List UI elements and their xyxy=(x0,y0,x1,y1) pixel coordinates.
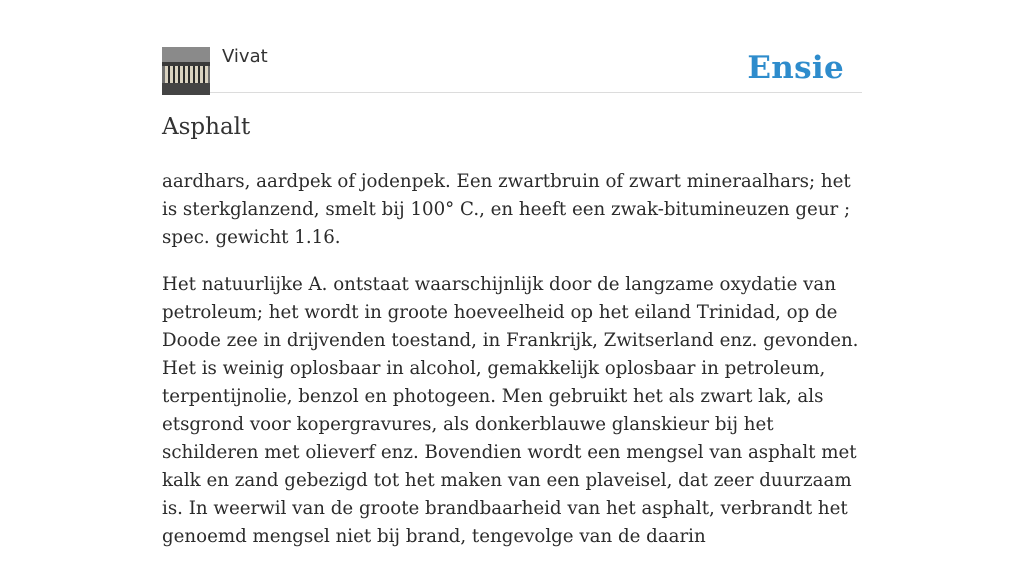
article-paragraph: Het natuurlijke A. ontstaat waarschijnlijk door de langzame oxydatie van petroleum; het wordt in groote hoeveelheid op het eiland Trinidad, op de Doode zee in drijvenden toestand, in Frankrijk, Zwitserland enz. gevonden. Het is weinig oplosbaar in alcohol, gemakkelijk oplosbaar in petroleum, terpentijnolie, benzol en photogeen. Men gebruikt het als zwart lak, als etsgrond voor kopergravures, als donkerblauwe glanskieur bij het schilderen met olieverf enz. Bovendien wordt een mengsel van asphalt met kalk en zand gebezigd tot het maken van een plaveisel, dat zeer duurzaam is. In weerwil van de groote brandbaarheid van het asphalt, verbrandt het genoemd mengsel niet bij brand, tengevolge van de daarin xyxy=(162,274,859,547)
article-container xyxy=(162,0,862,547)
article-title: Asphalt xyxy=(162,114,251,140)
article-paragraph: aardhars, aardpek of jodenpek. Een zwartbruin of zwart mineraalhars; het is sterkglanzend, smelt bij 100° C., en heeft een zwak-bitumineuzen geur ; spec. gewicht 1.16. xyxy=(162,171,851,248)
article-body xyxy=(162,168,862,570)
header xyxy=(162,0,862,93)
bookshelf-avatar-image xyxy=(162,47,210,95)
author-name[interactable]: Vivat xyxy=(222,46,268,67)
author-avatar[interactable] xyxy=(162,47,210,95)
ensie-logo[interactable]: Ensie xyxy=(747,50,844,86)
